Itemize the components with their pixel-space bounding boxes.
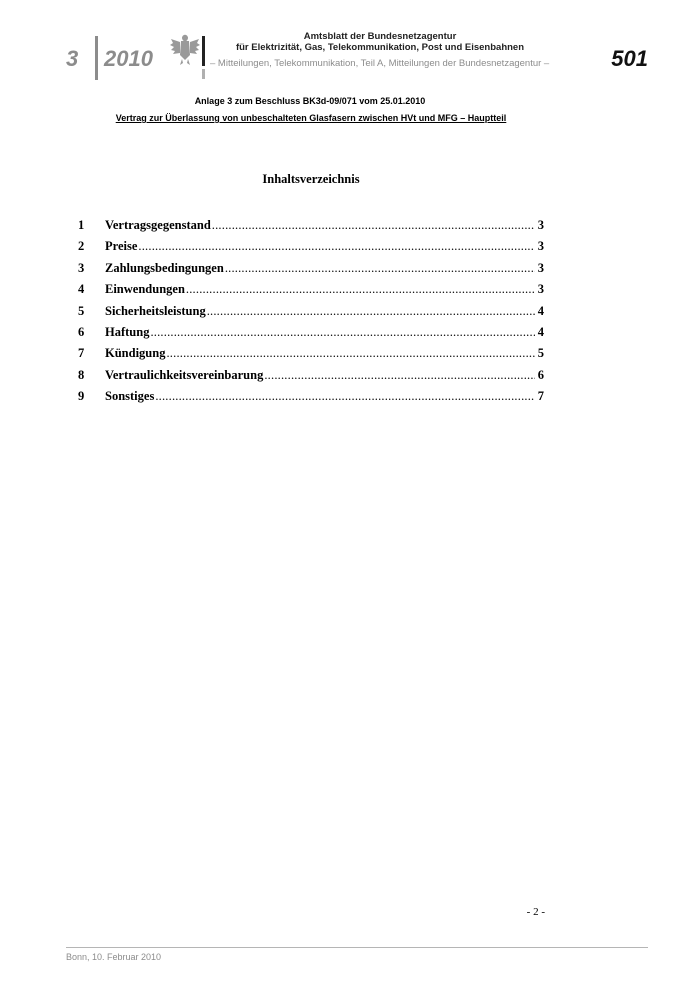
toc-entry-page: 6 xyxy=(537,367,544,382)
anlage-line: Anlage 3 zum Beschluss BK3d-09/071 vom 25.01.2010 xyxy=(194,96,426,106)
toc-entry-page: 4 xyxy=(537,324,544,339)
toc-leader-dots xyxy=(166,346,535,361)
gazette-page-number: 501 xyxy=(611,46,648,71)
toc-entry-number: 4 xyxy=(78,282,85,297)
toc-entry[interactable] xyxy=(78,239,544,260)
toc-entry-page: 3 xyxy=(537,239,544,254)
toc-entry-page: 4 xyxy=(537,303,544,318)
toc-entry-number: 6 xyxy=(78,324,85,339)
toc-entry-number: 8 xyxy=(78,367,85,382)
toc-entry[interactable] xyxy=(78,304,544,325)
toc-entry-title: Sicherheitsleistung xyxy=(105,303,206,318)
issue-year: 2010 xyxy=(104,46,153,71)
toc-entry[interactable] xyxy=(78,325,544,346)
toc-entry[interactable] xyxy=(78,218,544,239)
toc-entry-title: Vertragsgegenstand xyxy=(105,218,211,232)
toc-leader-dots xyxy=(138,239,535,254)
toc-entry-title: Preise xyxy=(105,239,138,254)
toc-entry-title: Vertraulichkeitsvereinbarung xyxy=(105,367,264,382)
toc-entry-page: 3 xyxy=(537,282,544,297)
toc-heading: Inhaltsverzeichnis xyxy=(262,172,360,186)
toc-entry-page: 3 xyxy=(537,218,544,232)
contract-title: Vertrag zur Überlassung von unbeschalteten Glasfasern zwischen HVt und MFG – Hauptteil xyxy=(115,113,507,123)
gazette-title-line1: Amtsblatt der Bundesnetzagentur xyxy=(303,31,457,42)
toc-entry-number: 7 xyxy=(78,346,85,361)
inner-page-number: - 2 - xyxy=(526,906,545,918)
toc-entry[interactable] xyxy=(78,389,544,410)
gazette-title-line2: für Elektrizität, Gas, Telekommunikation, Post und Eisenbahnen xyxy=(235,42,525,53)
toc-entry-page: 5 xyxy=(537,346,544,361)
toc-leader-dots xyxy=(212,218,535,233)
toc-entry[interactable] xyxy=(78,368,544,389)
toc-leader-dots xyxy=(150,325,535,340)
toc-leader-dots xyxy=(155,389,535,404)
footer-date: Bonn, 10. Februar 2010 xyxy=(66,952,162,962)
toc-entry[interactable] xyxy=(78,346,544,367)
footer-divider xyxy=(66,947,648,948)
toc-entry[interactable] xyxy=(78,282,544,303)
toc-entry-title: Kündigung xyxy=(105,346,166,361)
toc-leader-dots xyxy=(264,368,535,383)
gazette-subtitle: – Mitteilungen, Telekommunikation, Teil A, Mitteilungen der Bundesnetzagentur – xyxy=(210,58,550,69)
toc-leader-dots xyxy=(225,261,535,276)
toc-entry[interactable] xyxy=(78,261,544,282)
toc-entry-title: Sonstiges xyxy=(105,389,155,404)
toc-leader-dots xyxy=(207,304,535,319)
toc-entry-number: 1 xyxy=(78,218,85,232)
toc-entry-title: Zahlungsbedingungen xyxy=(105,260,224,275)
toc-entry-number: 5 xyxy=(78,303,85,318)
toc-entry-number: 9 xyxy=(78,389,85,404)
header-divider-tick xyxy=(202,69,205,79)
toc-leader-dots xyxy=(186,282,535,297)
toc-entry-title: Haftung xyxy=(105,324,150,339)
toc-entry-page: 3 xyxy=(537,260,544,275)
toc-entry-number: 2 xyxy=(78,239,85,254)
issue-number: 3 xyxy=(66,46,79,71)
toc-entry-page: 7 xyxy=(537,389,544,404)
table-of-contents xyxy=(78,218,544,411)
toc-entry-number: 3 xyxy=(78,260,85,275)
toc-entry-title: Einwendungen xyxy=(105,282,185,297)
